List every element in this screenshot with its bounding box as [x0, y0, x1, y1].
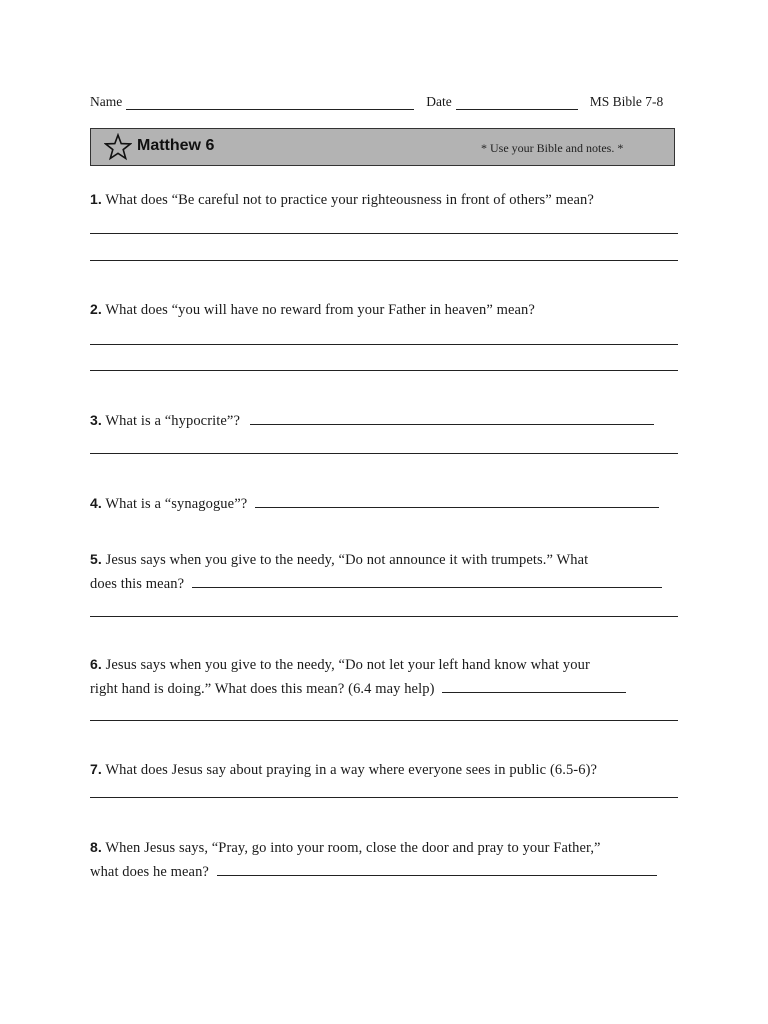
question-number: 5.: [90, 551, 102, 567]
star-outline-icon: [104, 133, 132, 161]
question-5: [90, 547, 678, 596]
question-number: 2.: [90, 301, 102, 317]
answer-line[interactable]: [90, 797, 678, 798]
answer-line[interactable]: [192, 572, 662, 588]
date-label: Date: [426, 94, 452, 109]
question-text-line-1: Jesus says when you give to the needy, “Do not announce it with trumpets.” What: [105, 552, 589, 568]
question-7: [90, 757, 678, 782]
answer-line[interactable]: [90, 344, 678, 345]
question-text-line-2: right hand is doing.” What does this mean? (6.4 may help): [90, 681, 435, 697]
name-field[interactable]: [126, 95, 414, 110]
header-row: [90, 90, 678, 110]
answer-line[interactable]: [255, 492, 659, 508]
question-text-line-1: When Jesus says, “Pray, go into your room, close the door and pray to your Father,”: [105, 840, 601, 856]
question-number: 6.: [90, 656, 102, 672]
question-text-line-2: does this mean?: [90, 576, 185, 592]
question-number: 8.: [90, 839, 102, 855]
question-text: What does “you will have no reward from your Father in heaven” mean?: [105, 302, 535, 318]
title-box: [90, 128, 675, 166]
question-number: 4.: [90, 495, 102, 511]
answer-line[interactable]: [90, 260, 678, 261]
question-text: What does Jesus say about praying in a way where everyone sees in public (6.5-6)?: [105, 762, 598, 778]
answer-line[interactable]: [217, 860, 657, 876]
question-8: [90, 835, 678, 884]
answer-line[interactable]: [250, 409, 654, 425]
question-3: [90, 408, 678, 433]
course-label: MS Bible 7-8: [589, 94, 664, 109]
question-text-line-1: Jesus says when you give to the needy, “Do not let your left hand know what your: [105, 657, 590, 673]
question-number: 1.: [90, 191, 102, 207]
answer-line[interactable]: [90, 720, 678, 721]
worksheet-title: Matthew 6: [137, 137, 215, 154]
name-label: Name: [90, 94, 123, 109]
question-text: What is a “synagogue”?: [105, 496, 248, 512]
question-text-line-2: what does he mean?: [90, 864, 209, 880]
question-1: [90, 187, 678, 212]
question-2: [90, 297, 678, 322]
question-text: What is a “hypocrite”?: [105, 413, 241, 429]
question-number: 7.: [90, 761, 102, 777]
question-text: What does “Be careful not to practice your righteousness in front of others” mean?: [105, 192, 594, 208]
answer-line[interactable]: [90, 453, 678, 454]
question-4: [90, 491, 678, 516]
answer-line[interactable]: [90, 370, 678, 371]
question-number: 3.: [90, 412, 102, 428]
answer-line[interactable]: [442, 677, 626, 693]
answer-line[interactable]: [90, 233, 678, 234]
question-6: [90, 652, 678, 701]
answer-line[interactable]: [90, 616, 678, 617]
instructions-note: * Use your Bible and notes. *: [481, 141, 624, 155]
date-field[interactable]: [456, 95, 578, 110]
